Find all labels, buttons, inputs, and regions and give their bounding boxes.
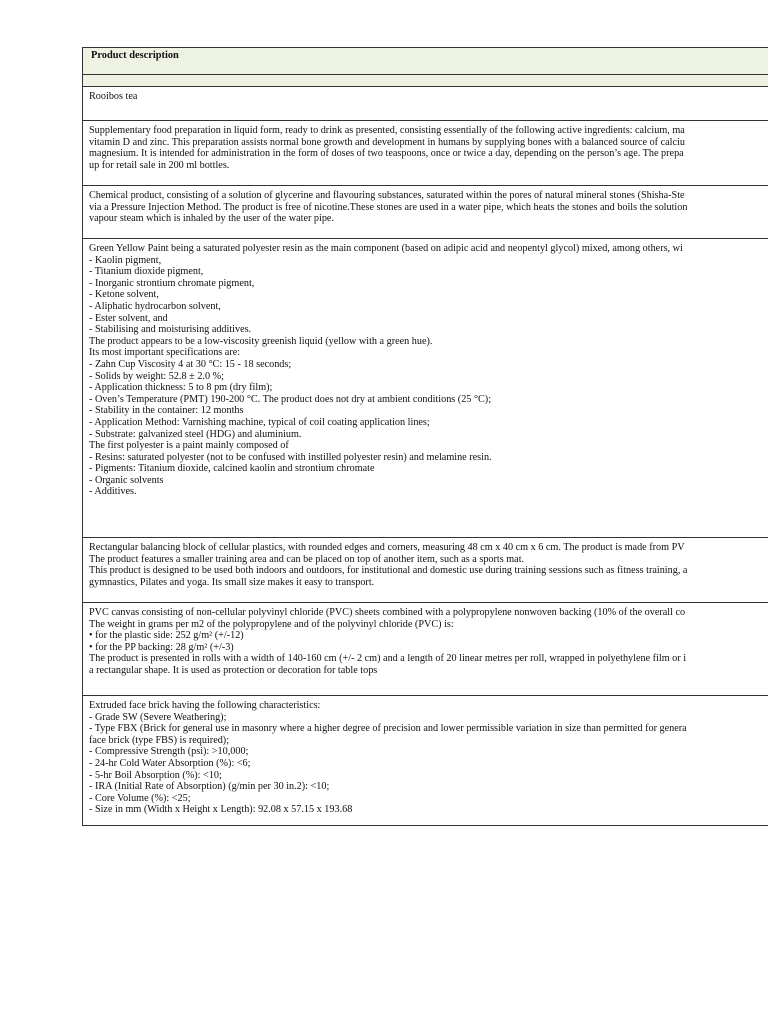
description-line: - Size in mm (Width x Height x Length): 92.08 x 57.15 x 193.68 (89, 804, 353, 816)
table-row (83, 86, 768, 120)
description-line: Rectangular balancing block of cellular plastics, with rounded edges and corners, measuring 48 cm x 40 cm x 6 cm. The product is made from PV (89, 542, 685, 553)
description-line: The first polyester is a paint mainly composed of (89, 440, 289, 452)
description-line: - Pigments: Titanium dioxide, calcined kaolin and strontium chromate (89, 463, 375, 475)
description-line: - Resins: saturated polyester (not to be confused with instilled polyester resin) and melamine resin. (89, 451, 492, 463)
description-line: - Application Method: Varnishing machine, typical of coil coating application lines; (89, 416, 430, 428)
description-line: Rooibos tea (89, 91, 138, 102)
description-line: - Inorganic strontium chromate pigment, (89, 277, 255, 289)
description-line: - Substrate: galvanized steel (HDG) and aluminium. (89, 428, 302, 440)
description-line: - Additives. (89, 486, 137, 498)
description-line: - 24-hr Cold Water Absorption (%): <6; (89, 757, 251, 769)
description-line: - Kaolin pigment, (89, 254, 162, 266)
description-line: Supplementary food preparation in liquid form, ready to drink as presented, consisting essentially of the following active ingredients: calcium, ma (89, 125, 685, 136)
description-line: - Application thickness: 5 to 8 pm (dry film); (89, 382, 273, 394)
description-line: - Solids by weight: 52.8 ± 2.0 %; (89, 370, 224, 382)
description-line: • for the PP backing: 28 g/m² (+/-3) (89, 641, 234, 653)
description-line: The product appears to be a low-viscosity greenish liquid (yellow with a green hue). (89, 335, 433, 347)
header-title: Product description (91, 50, 179, 61)
description-line: - Ester solvent, and (89, 312, 168, 324)
description-line: - Aliphatic hydrocarbon solvent, (89, 300, 221, 312)
description-line: - Stabilising and moisturising additives. (89, 324, 252, 336)
description-line: Extruded face brick having the following characteristics: (89, 700, 321, 711)
description-line: - Oven’s Temperature (PMT) 190-200 °C. The product does not dry at ambient conditions (25 °C); (89, 393, 492, 405)
description-line: vapour steam which is inhaled by the user of the water pipe. (89, 213, 334, 225)
description-line: - 5-hr Boil Absorption (%): <10; (89, 769, 222, 781)
description-line: - Type FBX (Brick for general use in masonry where a higher degree of precision and lower permissible variation in size than permitted for genera (89, 723, 687, 735)
description-line: gymnastics, Pilates and yoga. Its small size makes it easy to transport. (89, 576, 375, 588)
description-line: This product is designed to be used both indoors and outdoors, for institutional and domestic use during training sessions such as fitness training, a (89, 565, 688, 577)
description-line: via a Pressure Injection Method. The product is free of nicotine.These stones are used in a water pipe, which heats the stones and boils the solution (89, 201, 688, 213)
description-line: The product features a smaller training area and can be placed on top of another item, such as a sports mat. (89, 553, 525, 565)
description-line: - IRA (Initial Rate of Absorption) (g/min per 30 in.2): <10; (89, 781, 330, 793)
table-row (83, 120, 768, 185)
description-line: The weight in grams per m2 of the polypropylene and of the polyvinyl chloride (PVC) is: (89, 618, 454, 630)
table-row (83, 602, 768, 695)
description-line: - Compressive Strength (psi): >10,000; (89, 746, 249, 758)
description-line: PVC canvas consisting of non-cellular polyvinyl chloride (PVC) sheets combined with a polypropylene nonwoven backing (10% of the overall co (89, 607, 686, 618)
description-line: face brick (type FBS) is required); (89, 734, 230, 746)
description-line: - Core Volume (%): <25; (89, 792, 191, 804)
product-description-table (82, 47, 768, 826)
table-row (83, 695, 768, 826)
description-line: - Zahn Cup Viscosity 4 at 30 °C: 15 - 18 seconds; (89, 358, 292, 370)
header-spacer-row (83, 74, 768, 86)
description-line: Its most important specifications are: (89, 347, 241, 359)
description-line: The product is presented in rolls with a width of 140-160 cm (+/- 2 cm) and a length of 20 linear metres per roll, wrapped in polyethylene film or i (89, 653, 687, 665)
description-line: - Ketone solvent, (89, 289, 159, 301)
table-row (83, 537, 768, 602)
description-line: Chemical product, consisting of a solution of glycerine and flavouring substances, saturated within the pores of natural mineral stones (Shisha-Ste (89, 190, 685, 201)
description-line: magnesium. It is intended for administration in the form of doses of two teaspoons, once or twice a day, depending on the person’s age. The prepa (89, 148, 684, 160)
description-line: Green Yellow Paint being a saturated polyester resin as the main component (based on adipic acid and neopentyl glycol) mixed, among others, wi (89, 243, 683, 254)
description-line: vitamin D and zinc. This preparation assists normal bone growth and development in humans by supplying bones with a balanced source of calciu (89, 136, 685, 148)
table-row (83, 238, 768, 537)
description-line: • for the plastic side: 252 g/m² (+/-12) (89, 630, 244, 642)
description-line: - Grade SW (Severe Weathering); (89, 711, 227, 723)
description-line: - Organic solvents (89, 474, 164, 486)
table-header (83, 47, 768, 74)
table-row (83, 185, 768, 238)
description-line: - Titanium dioxide pigment, (89, 266, 204, 278)
description-line: up for retail sale in 200 ml bottles. (89, 159, 230, 171)
description-line: - Stability in the container: 12 months (89, 405, 244, 417)
description-line: a rectangular shape. It is used as protection or decoration for table tops (89, 664, 378, 676)
